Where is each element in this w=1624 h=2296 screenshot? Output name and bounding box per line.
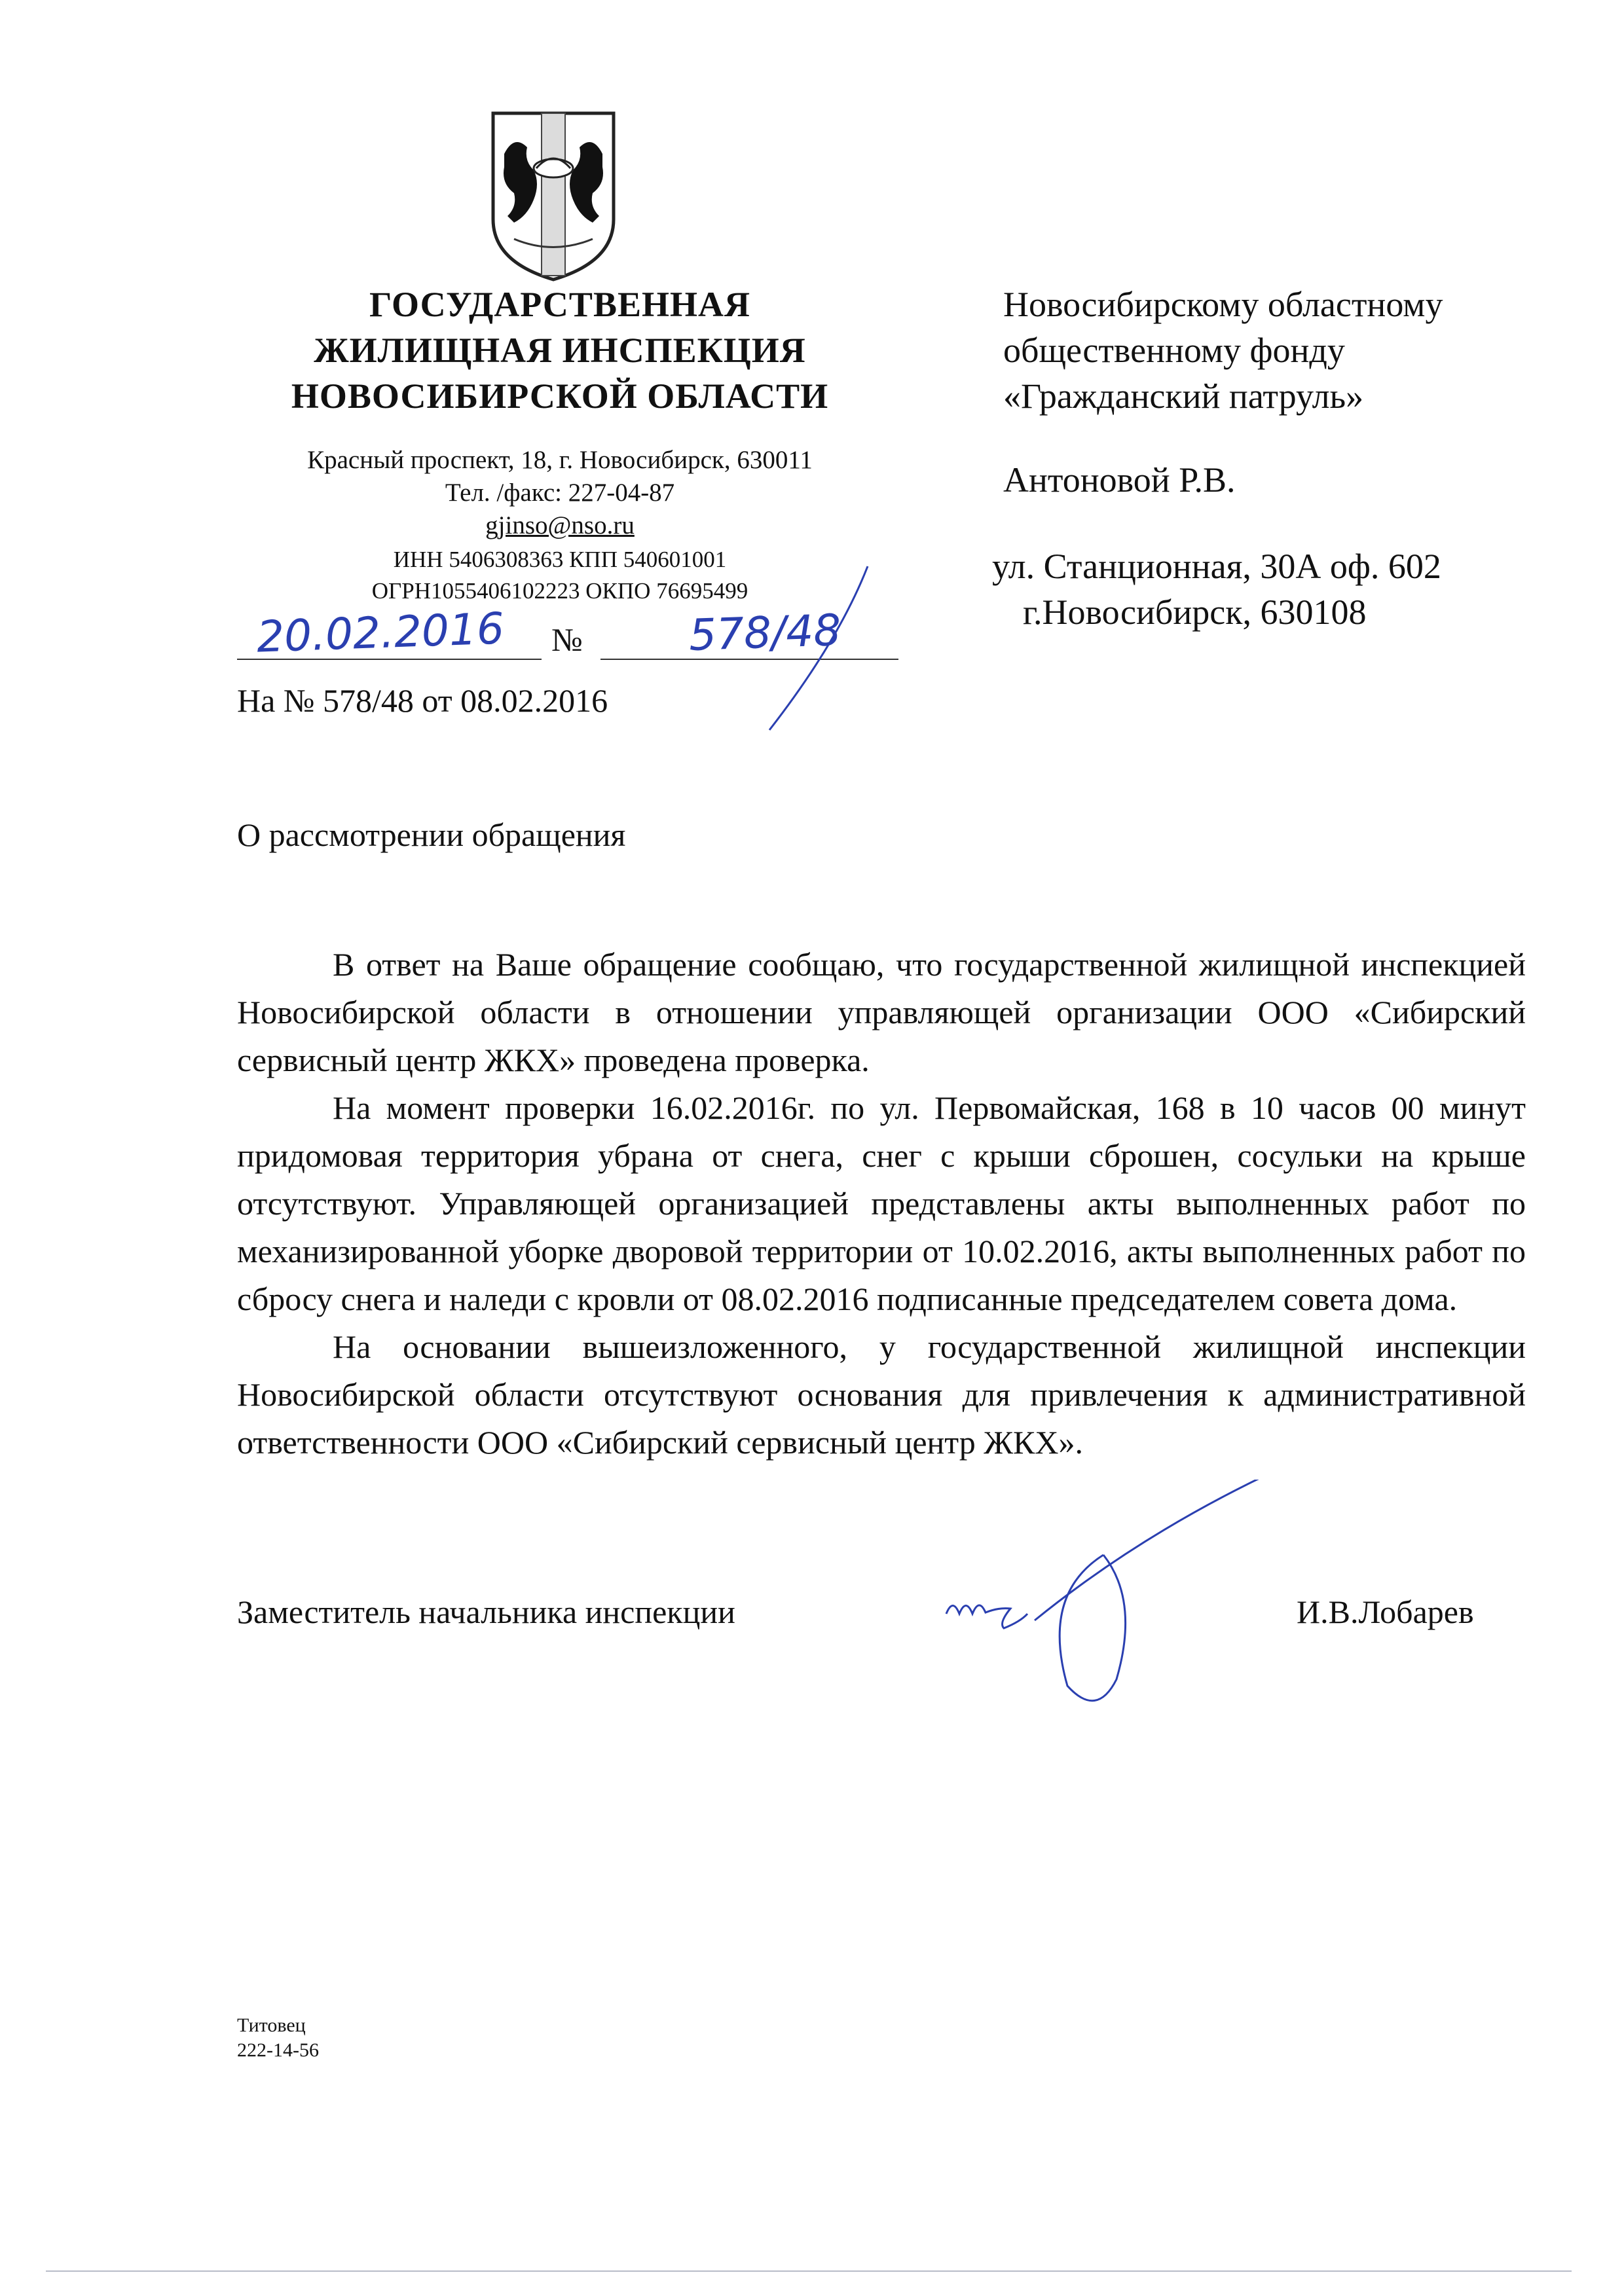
recipient-line: общественному фонду: [1003, 331, 1345, 370]
signature-icon: [936, 1480, 1277, 1715]
registration-number: 578/48: [688, 604, 842, 661]
number-label: №: [551, 621, 583, 658]
handwritten-slash-stroke: [760, 563, 877, 733]
executor-name: Титовец: [237, 2014, 306, 2036]
letter-body: [237, 941, 1526, 1467]
recipient-name: Антоновой Р.В.: [1003, 460, 1236, 500]
recipient-organization: [1003, 282, 1443, 419]
sender-phone: Тел. /факс: 227-04-87: [445, 479, 675, 507]
body-paragraph: На момент проверки 16.02.2016г. по ул. Первомайская, 168 в 10 часов 00 минут придомовая территория убрана от снега, снег с крыши сброшен, сосульки на крыше отсутствуют. Управляющей организацией представлены акты выполненных работ по механизированной уборке дворовой территории от 10.02.2016, акты выполненных работ по сбросу снега и наледи с кровли от 08.02.2016 подписанные председателем совета дома.: [237, 1089, 1526, 1317]
recipient-line: «Гражданский патруль»: [1003, 376, 1364, 416]
signatory-name: И.В.Лобарев: [1297, 1594, 1474, 1630]
organization-title-line: НОВОСИБИРСКОЙ ОБЛАСТИ: [291, 376, 829, 416]
letter-subject: О рассмотрении обращения: [237, 816, 626, 853]
coat-of-arms-icon: [488, 108, 619, 285]
organization-title-line: ЖИЛИЩНАЯ ИНСПЕКЦИЯ: [314, 331, 806, 370]
executor-phone: 222-14-56: [237, 2039, 319, 2061]
body-paragraph: На основании вышеизложенного, у государственной жилищной инспекции Новосибирской области отсутствуют основания для привлечения к административной ответственности ООО «Сибирский сервисный центр ЖКХ».: [237, 1328, 1526, 1461]
scan-edge-line: [46, 2270, 1572, 2272]
sender-inn-kpp: ИНН 5406308363 КПП 540601001: [393, 547, 727, 572]
date-underline: [237, 659, 542, 660]
organization-title: [216, 282, 904, 419]
sender-address: Красный проспект, 18, г. Новосибирск, 630011: [307, 446, 813, 474]
recipient-line: Новосибирскому областному: [1003, 285, 1443, 324]
recipient-street: ул. Станционная, 30А оф. 602: [992, 547, 1441, 586]
sender-email-link[interactable]: gjinso@nso.ru: [485, 511, 635, 539]
sender-ogrn-okpo: ОГРН1055406102223 ОКПО 76695499: [371, 578, 748, 604]
body-paragraph: В ответ на Ваше обращение сообщаю, что государственной жилищной инспекцией Новосибирской области в отношении управляющей организации ООО «Сибирский сервисный центр ЖКХ» проведена проверка.: [237, 946, 1526, 1078]
signatory-title: Заместитель начальника инспекции: [237, 1594, 735, 1630]
registration-date: 20.02.2016: [255, 603, 506, 663]
recipient-city: г.Новосибирск, 630108: [1023, 592, 1367, 632]
reference-number: На № 578/48 от 08.02.2016: [237, 682, 608, 719]
organization-title-line: ГОСУДАРСТВЕННАЯ: [369, 285, 750, 324]
